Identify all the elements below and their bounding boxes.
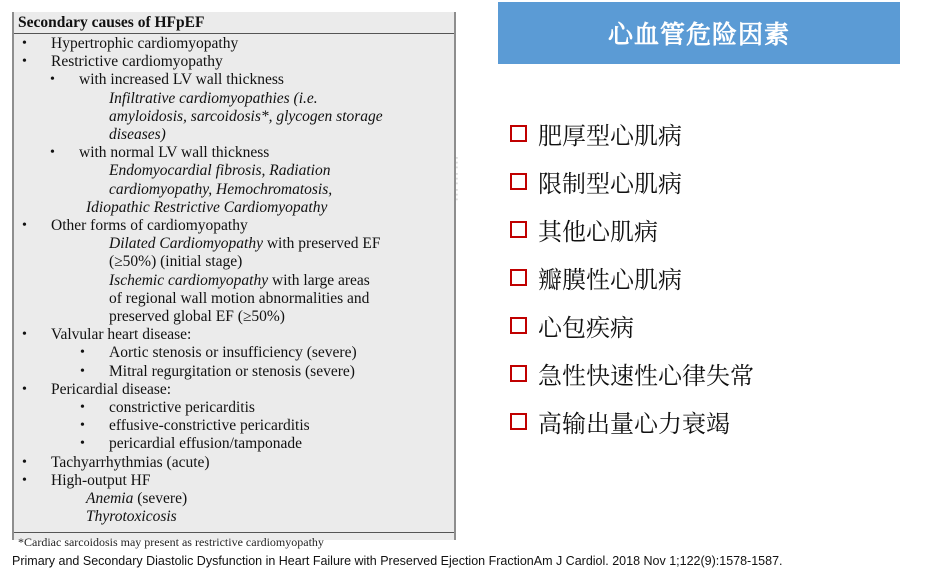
table-line-text: preserved global EF (≥50%) <box>109 308 285 326</box>
list-item-label: 高输出量心力衰竭 <box>538 409 730 438</box>
table-line-text: of regional wall motion abnormalities and <box>109 289 370 307</box>
list-item-label: 急性快速性心律失常 <box>538 361 754 390</box>
list-item-label: 肥厚型心肌病 <box>538 121 682 150</box>
table-line-text: Endomyocardial fibrosis, Radiation <box>109 162 331 180</box>
table-line <box>14 435 454 453</box>
table-line-text: amyloidosis, sarcoidosis*, glycogen storage <box>109 107 383 125</box>
red-square-outline-icon <box>510 221 527 238</box>
list-item <box>510 301 754 349</box>
list-item <box>510 205 754 253</box>
table-line <box>14 90 454 108</box>
table-line-text: Anemia <box>86 490 134 508</box>
table-line-text: with increased LV wall thickness <box>79 71 284 89</box>
table-line <box>14 126 454 144</box>
table-line-text: High-output HF <box>51 471 151 489</box>
citation: Primary and Secondary Diastolic Dysfunction in Heart Failure with Preserved Ejection FractionAm J Cardiol. 2018 Nov 1;122(9):1578-1587. <box>12 554 783 568</box>
table-line-text: Infiltrative cardiomyopathies (i.e. <box>109 89 318 107</box>
red-square-outline-icon <box>510 365 527 382</box>
table-line <box>14 199 454 217</box>
table-line-text: Mitral regurgitation or stenosis (severe) <box>109 362 355 380</box>
table-line <box>14 181 454 199</box>
table-line-text: Thyrotoxicosis <box>86 508 177 526</box>
red-square-outline-icon <box>510 173 527 190</box>
table-line-text: Dilated Cardiomyopathy <box>109 235 263 253</box>
table-line <box>14 53 454 71</box>
table-line <box>14 308 454 326</box>
table-line <box>14 490 454 508</box>
table-line-text: pericardial effusion/tamponade <box>109 435 302 453</box>
list-item <box>510 109 754 157</box>
list-item-label: 瓣膜性心肌病 <box>538 265 682 294</box>
table-line <box>14 508 454 526</box>
secondary-causes-table <box>12 12 456 549</box>
list-item-label: 其他心肌病 <box>538 217 658 246</box>
table-line-text: constrictive pericarditis <box>109 399 255 417</box>
table-line <box>14 472 454 490</box>
table-line-text: Restrictive cardiomyopathy <box>51 53 223 71</box>
table-line <box>14 35 454 53</box>
table-line-suffix: (severe) <box>133 490 188 508</box>
table-line <box>14 108 454 126</box>
table-line-text: Aortic stenosis or insufficiency (severe) <box>109 344 357 362</box>
table-line <box>14 417 454 435</box>
table-line-text: with normal LV wall thickness <box>79 144 270 162</box>
table-line <box>14 253 454 271</box>
table-body <box>14 34 454 526</box>
scan-edge-artifact: ⋮ ⋮ ⋮ <box>450 155 464 203</box>
red-square-outline-icon <box>510 413 527 430</box>
table-line-suffix: with large areas <box>268 271 370 289</box>
table-line <box>14 399 454 417</box>
table-line-suffix: with preserved EF <box>262 235 381 253</box>
risk-factor-list <box>510 109 754 445</box>
red-square-outline-icon <box>510 317 527 334</box>
table-title: Secondary causes of HFpEF <box>14 12 454 34</box>
table-line <box>14 290 454 308</box>
table-line <box>14 235 454 253</box>
list-item <box>510 157 754 205</box>
table-line <box>14 454 454 472</box>
table-line <box>14 272 454 290</box>
red-square-outline-icon <box>510 269 527 286</box>
panel-header <box>498 2 900 64</box>
table-line-text: Hypertrophic cardiomyopathy <box>51 35 239 52</box>
table-footnote: *Cardiac sarcoidosis may present as restrictive cardiomyopathy <box>14 532 454 547</box>
list-item-label: 限制型心肌病 <box>538 169 682 198</box>
red-square-outline-icon <box>510 125 527 142</box>
table-line-text: effusive-constrictive pericarditis <box>109 417 310 435</box>
table-line-text: Pericardial disease: <box>51 380 172 398</box>
panel-title: 心血管危险因素 <box>607 20 790 49</box>
table-line-text: Ischemic cardiomyopathy <box>109 271 269 289</box>
table-line <box>14 344 454 362</box>
table-line-text: diseases) <box>109 126 166 144</box>
table-line-text: Idiopathic Restrictive Cardiomyopathy <box>86 198 328 216</box>
table-line-text: (≥50%) (initial stage) <box>109 253 243 271</box>
table-line <box>14 217 454 235</box>
table-line <box>14 144 454 162</box>
table-line-text: Other forms of cardiomyopathy <box>51 217 248 235</box>
table-line <box>14 381 454 399</box>
table-line-text: cardiomyopathy, Hemochromatosis, <box>109 180 333 198</box>
table-line <box>14 326 454 344</box>
table-line <box>14 162 454 180</box>
table-line-text: Valvular heart disease: <box>51 326 192 344</box>
list-item <box>510 253 754 301</box>
list-item <box>510 349 754 397</box>
table-line <box>14 363 454 381</box>
list-item <box>510 397 754 445</box>
table-line <box>14 71 454 89</box>
table-line-text: Tachyarrhythmias (acute) <box>51 453 210 471</box>
list-item-label: 心包疾病 <box>538 313 634 342</box>
